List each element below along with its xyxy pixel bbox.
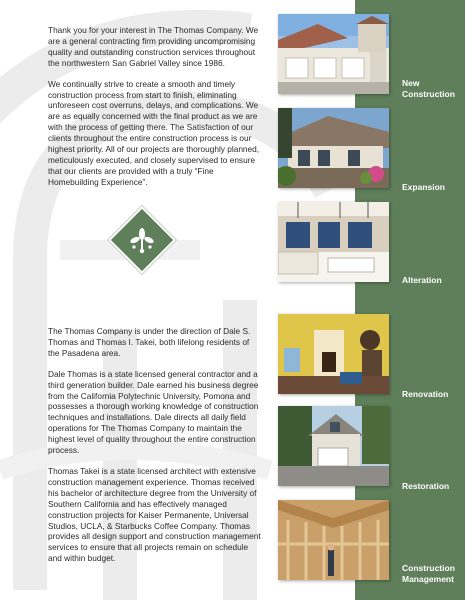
service-label-line: Management xyxy=(402,573,454,584)
service-label-construction-management xyxy=(402,563,464,584)
new-construction-photo xyxy=(278,14,389,94)
bio-paragraph-1: The Thomas Company is under the direction of Dale S. Thomas and Thomas I. Takei, both lifelong residents of the Pasadena area. xyxy=(48,326,251,358)
intro-paragraph-1: Thank you for your interest in The Thomas Company. We are a general contracting firm providing uncompromising quality and outstanding construction services throughout the northwestern San Gabriel Valley since 1986. xyxy=(48,25,259,68)
service-label-restoration xyxy=(402,481,464,492)
restoration-photo xyxy=(278,406,389,486)
bio-paragraph-2: Dale Thomas is a state licensed general contractor and a third generation builder. Dale earned his business degree from the California Polytechnic University, Pomona and possesses a thorough working knowledge of construction techniques and installations. Dale directs all daily field operations for The Thomas Company to maintain the highest level of quality throughout the entire construction process. xyxy=(48,368,259,456)
service-label-line: Construction xyxy=(402,88,455,99)
service-label-renovation xyxy=(402,389,464,400)
construction-management-photo xyxy=(278,500,389,580)
service-label-expansion xyxy=(402,182,464,193)
intro-text xyxy=(48,25,263,198)
expansion-photo xyxy=(278,108,389,188)
service-label-alteration xyxy=(402,275,464,286)
service-label-new-construction xyxy=(402,78,464,99)
bio-text xyxy=(48,326,263,574)
alteration-photo xyxy=(278,202,389,282)
renovation-photo xyxy=(278,314,389,394)
service-label-line: New xyxy=(402,78,420,88)
fleur-ornament-icon xyxy=(118,216,166,264)
intro-paragraph-2: We continually strive to create a smooth and timely construction process from start to finish, eliminating unforeseen cost overruns, delays, and complications. We are as equally concerned with the final product as we are with the process of getting there. The Satisfaction of our clients throughout the entire construction process is our highest priority. All of our projects are thoroughly planned, meticulously executed, and closely supervised to ensure that our clients are provided with a truly “Fine Homebuilding Experience”. xyxy=(48,78,260,187)
service-label-line: Construction xyxy=(402,563,455,573)
service-label-line: Restoration xyxy=(402,481,450,491)
bio-paragraph-3: Thomas Takei is a state licensed architect with extensive construction management experience. Thomas received his bachelor of architecture degree from the University of Southern California and has effectively managed construction projects for Kaiser Permanente, Universal Studios, UCLA, & Starbucks Coffee Company. Thomas provides all design support and construction management services to ensure that all projects remain on schedule and within budget. xyxy=(48,465,261,564)
service-label-line: Expansion xyxy=(402,182,445,192)
service-label-line: Renovation xyxy=(402,389,449,399)
service-label-line: Alteration xyxy=(402,275,442,285)
